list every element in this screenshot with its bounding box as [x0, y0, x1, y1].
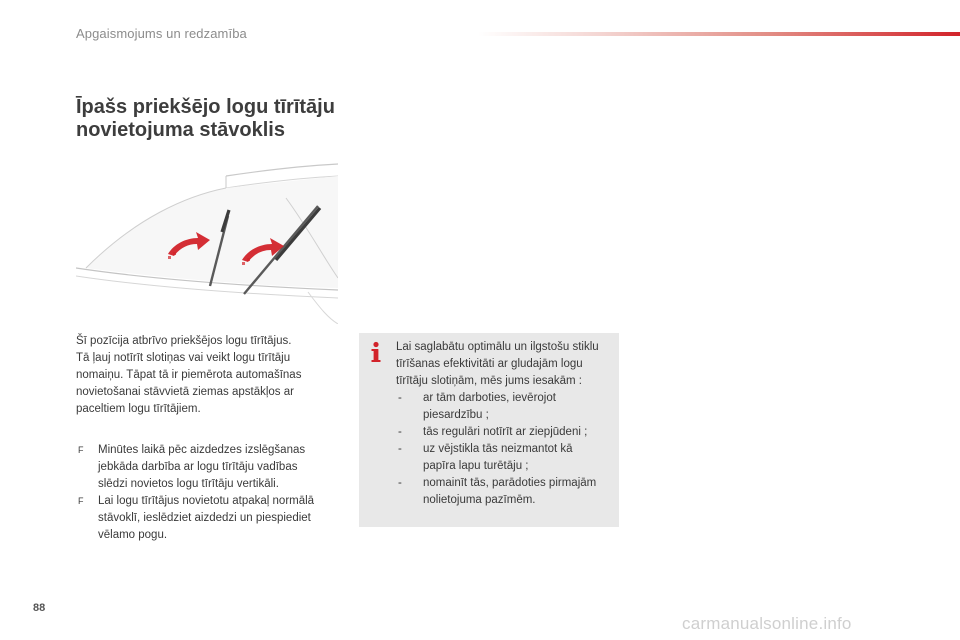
- dash-marker: -: [398, 426, 402, 438]
- page-number: 88: [33, 602, 46, 614]
- bullet-marker-icon: F: [78, 496, 84, 506]
- intro-line: Šī pozīcija atbrīvo priekšējos logu tīrītājus.: [76, 335, 292, 347]
- bullet-marker-icon: F: [78, 445, 84, 455]
- section-title-line-2: novietojuma stāvoklis: [76, 119, 285, 141]
- car-roof-line: [226, 164, 338, 176]
- instruction-item: F Minūtes laikā pēc aizdedzes izslēgšanas jebkāda darbība ar logu tīrītāju vadības slēdzi novietos logu tīrītāju vertikāli.: [78, 444, 306, 490]
- section-title-line-1: Īpašs priekšējo logu tīrītāju: [76, 96, 335, 118]
- info-recommendation-item: - ar tām darboties, ievērojot piesardzību ;: [398, 392, 556, 421]
- instruction-item: F Lai logu tīrītājus novietotu atpakaļ normālā stāvoklī, ieslēdziet aizdedzi un piespiediet vēlamo pogu.: [78, 495, 315, 541]
- info-intro-line: tīrītāju slotiņām, mēs jums iesakām :: [396, 375, 582, 387]
- info-recommendation-item: - uz vējstikla tās neizmantot kā papīra lapu turētāju ;: [398, 443, 573, 472]
- info-intro-line: tīrīšanas efektivitāti ar gludajām logu: [396, 358, 583, 370]
- dash-marker: -: [398, 477, 402, 489]
- intro-line: nomaiņu. Tāpat tā ir piemērota automašīnas: [76, 369, 302, 381]
- info-intro-line: Lai saglabātu optimālu un ilgstošu stiklu: [396, 341, 599, 353]
- intro-line: novietošanai stāvvietā ziemas apstākļos ar: [76, 386, 294, 398]
- instruction-list: [76, 442, 338, 544]
- info-box: [359, 333, 619, 527]
- info-icon: [367, 341, 385, 363]
- windshield-wipers-illustration: [76, 158, 338, 324]
- dash-marker: -: [398, 392, 402, 404]
- info-recommendation-item: - tās regulāri notīrīt ar ziepjūdeni ;: [396, 424, 614, 441]
- info-text: [396, 339, 614, 509]
- watermark: carmanualsonline.info: [682, 614, 852, 633]
- info-recommendations-list: [396, 390, 614, 509]
- dash-marker: -: [398, 443, 402, 455]
- header-title: Apgaismojums un redzamība: [76, 26, 247, 41]
- intro-line: paceltiem logu tīrītājiem.: [76, 403, 201, 415]
- intro-paragraph: [76, 333, 338, 418]
- header-accent-bar: [478, 32, 960, 36]
- intro-line: Tā ļauj notīrīt slotiņas vai veikt logu tīrītāju: [76, 352, 291, 364]
- info-recommendation-item: - nomainīt tās, parādoties pirmajām nolietojuma pazīmēm.: [398, 477, 597, 506]
- section-title: [76, 96, 376, 142]
